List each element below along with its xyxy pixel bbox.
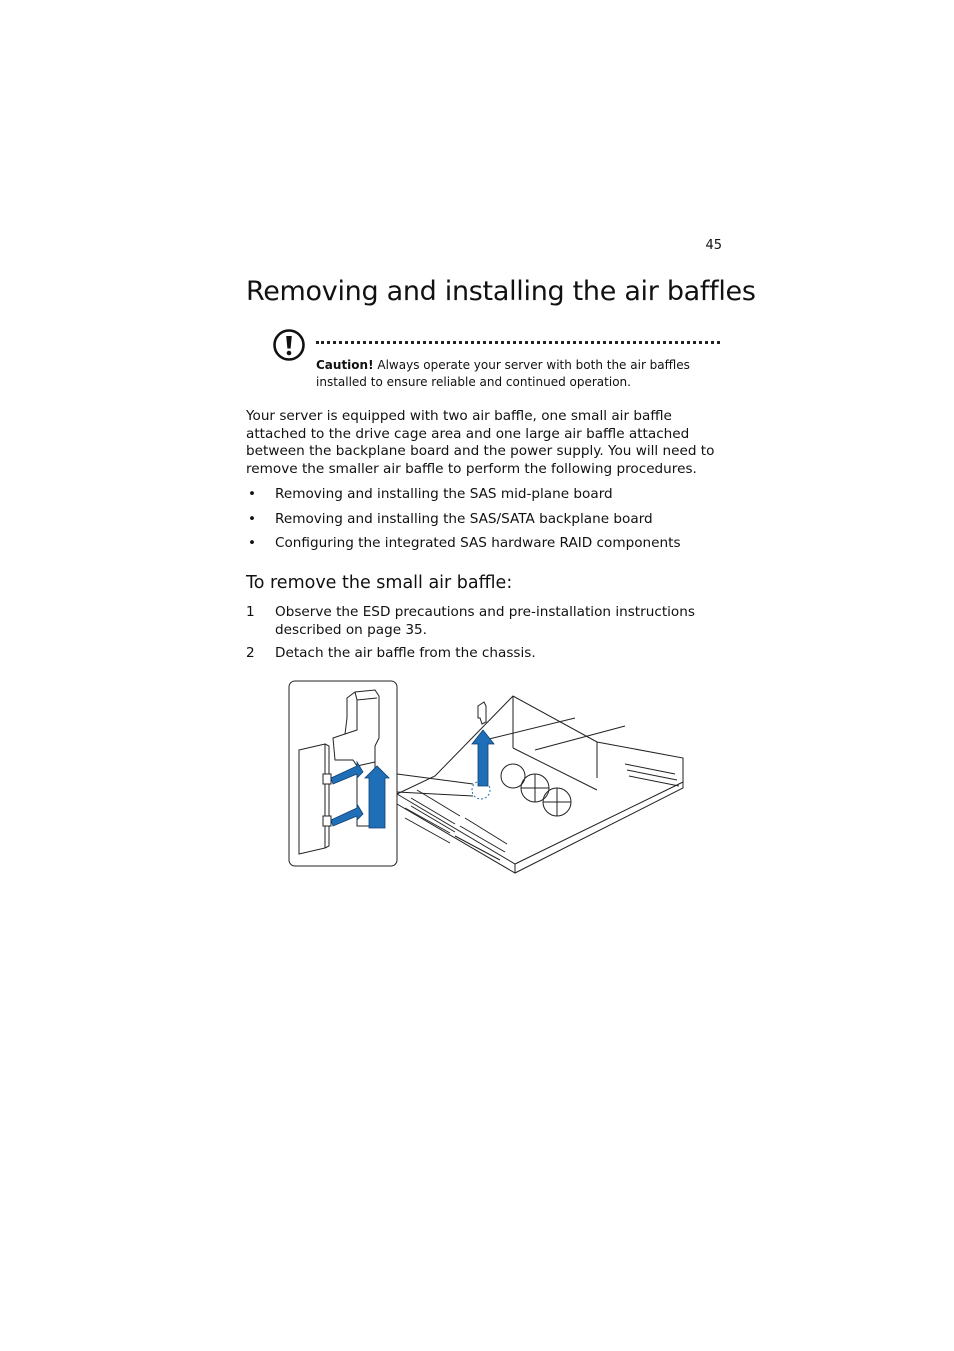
step-number: 1 <box>246 604 255 620</box>
inset-chassis-wall <box>299 744 325 854</box>
list-item-text: Removing and installing the SAS/SATA backplane board <box>275 510 653 527</box>
section-heading: To remove the small air baffle: <box>246 573 513 593</box>
step-text: Observe the ESD precautions and pre-installation instructions described on page 35. <box>275 604 695 638</box>
step-item <box>246 604 724 639</box>
step-number: 2 <box>246 645 255 662</box>
list-item-text: Configuring the integrated SAS hardware RAID components <box>275 535 681 552</box>
list-item <box>246 535 724 560</box>
server-chassis <box>397 696 683 873</box>
step-list <box>246 604 724 669</box>
page-title: Removing and installing the air baffles <box>246 276 756 307</box>
caution-label: Caution! <box>316 358 374 372</box>
air-baffle-removal-illustration <box>285 678 685 883</box>
exclamation-circle-icon <box>272 328 306 362</box>
procedure-list <box>246 486 724 560</box>
removed-air-baffle <box>478 702 486 724</box>
insertion-arrow <box>365 766 389 828</box>
page-number: 45 <box>705 238 722 253</box>
step-text: Detach the air baffle from the chassis. <box>275 645 536 662</box>
caution-note <box>316 357 720 390</box>
bullet: • <box>248 510 257 527</box>
step-item <box>246 645 724 663</box>
list-item <box>246 486 724 511</box>
caution-body: Always operate your server with both the air baffles installed to ensure reliable and continued operation. <box>316 358 690 389</box>
list-item-text: Removing and installing the SAS mid-plane board <box>275 486 613 502</box>
bullet: • <box>248 486 257 502</box>
caution-divider <box>316 341 720 344</box>
list-item <box>246 511 724 536</box>
intro-paragraph: Your server is equipped with two air baffle, one small air baffle attached to the drive cage area and one large air baffle attached between the backplane board and the power supply. You will need to remove the smaller air baffle to perform the following procedures. <box>246 408 715 477</box>
bullet: • <box>248 535 257 552</box>
